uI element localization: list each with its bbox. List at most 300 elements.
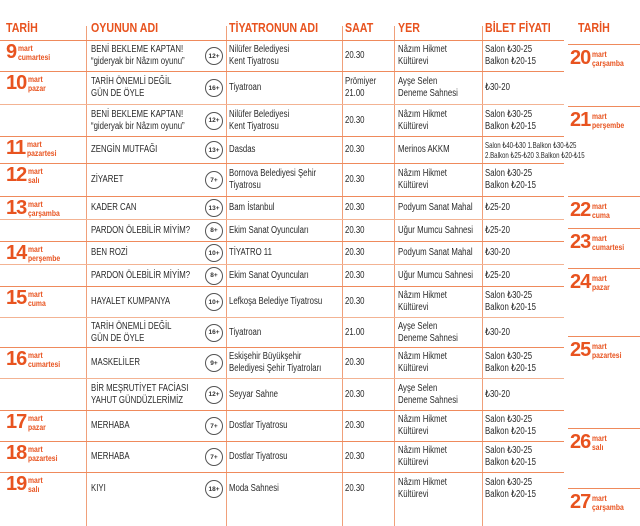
- venue-cell: [398, 442, 461, 472]
- age-rating-badge: 18+: [205, 480, 223, 498]
- cell-line: Deneme Sahnesi: [398, 332, 458, 344]
- day-number: 10: [6, 72, 27, 94]
- day-number: 27: [570, 491, 591, 513]
- month-weekday: [592, 435, 607, 452]
- venue-cell: [398, 72, 475, 104]
- cell-line: Dostlar Tiyatrosu: [229, 420, 288, 431]
- month-text: mart: [592, 112, 607, 121]
- cell-line: Salon ₺40-₺30 1.Balkon ₺30-₺25: [485, 139, 577, 150]
- date-group: [0, 40, 564, 71]
- cell-line: Merinos AKKM: [398, 144, 450, 155]
- weekday-text: pazar: [28, 422, 47, 432]
- cell-line: KIYI: [91, 483, 106, 494]
- venue-cell: [398, 242, 494, 264]
- theater-name-cell: [229, 473, 293, 505]
- venue-cell: [398, 137, 464, 163]
- cell-line: Nâzım Hikmet: [398, 44, 447, 55]
- month-text: mart: [592, 50, 607, 59]
- cell-line: “gideryak bir Nâzım oyunu”: [91, 56, 185, 67]
- month-text: mart: [592, 494, 607, 503]
- cell-line: Bam İstanbul: [229, 202, 275, 213]
- time-cell: [345, 137, 370, 163]
- cell-line: Balkon ₺20-15: [485, 457, 536, 468]
- cell-line: Salon ₺30-25: [485, 445, 533, 456]
- cell-line: Deneme Sahnesi: [398, 88, 458, 99]
- time-cell: [345, 379, 370, 410]
- cell-line: Nâzım Hikmet: [398, 351, 447, 362]
- date-label-27: [570, 492, 630, 512]
- age-rating-badge: 10+: [205, 293, 223, 311]
- time-cell: [345, 411, 370, 441]
- day-number: 13: [6, 197, 27, 219]
- cell-line: Prömiyer: [345, 76, 377, 87]
- cell-line: 20.30: [345, 144, 365, 155]
- cell-line: Nâzım Hikmet: [398, 445, 447, 456]
- age-rating-badge: 12+: [205, 112, 223, 130]
- cell-line: ₺30-20: [485, 82, 510, 93]
- cell-line: Podyum Sanat Mahal: [398, 202, 473, 213]
- day-number: 21: [570, 109, 591, 131]
- cell-line: Balkon ₺20-15: [485, 489, 536, 500]
- date-group: [0, 472, 564, 505]
- table-row: [0, 197, 564, 219]
- cell-line: Kültürevi: [398, 56, 429, 67]
- date-label-26: [570, 432, 610, 452]
- right-divider: [568, 488, 640, 489]
- ticket-price-cell: [485, 164, 550, 196]
- month-weekday: [592, 113, 624, 130]
- theater-name-cell: [229, 287, 349, 317]
- cell-line: 2.Balkon ₺25-₺20 3.Balkon ₺20-₺15: [485, 150, 585, 160]
- theater-name-cell: [229, 197, 287, 219]
- weekday-text: perşembe: [592, 120, 625, 130]
- play-name-cell: [91, 473, 110, 505]
- date-group: [0, 163, 564, 196]
- play-name-cell: [91, 220, 218, 241]
- ticket-price-cell: [485, 265, 517, 286]
- cell-line: 20.30: [345, 269, 365, 281]
- date-label-22: [570, 200, 613, 220]
- cell-line: 20.30: [345, 174, 365, 185]
- month-weekday: [592, 235, 624, 252]
- table-row: [0, 264, 564, 286]
- cell-line: ZENGİN MUTFAĞI: [91, 144, 158, 155]
- venue-cell: [398, 220, 494, 241]
- date-label-24: [570, 272, 613, 292]
- month-text: mart: [28, 414, 43, 423]
- age-rating-badge: 16+: [205, 79, 223, 97]
- weekday-text: cumartesi: [592, 242, 625, 252]
- day-number: 26: [570, 431, 591, 453]
- cell-line: Nâzım Hikmet: [398, 108, 447, 120]
- month-text: mart: [592, 342, 607, 351]
- venue-cell: [398, 41, 461, 71]
- weekday-text: çarşamba: [592, 502, 625, 512]
- play-name-cell: [91, 348, 154, 378]
- cell-line: Tiyatrosu: [229, 180, 261, 191]
- day-number: 18: [6, 442, 27, 464]
- cell-line: Deneme Sahnesi: [398, 394, 458, 406]
- time-cell: [345, 242, 370, 264]
- cell-line: Kültürevi: [398, 489, 429, 500]
- cell-line: Balkon ₺20-15: [485, 426, 536, 437]
- cell-line: Balkon ₺20-15: [485, 302, 536, 313]
- upcoming-dates-column: [568, 40, 640, 526]
- theater-name-cell: [229, 137, 263, 163]
- date-label-20: [570, 48, 630, 68]
- table-row: [0, 348, 564, 378]
- weekday-text: cumartesi: [28, 359, 61, 369]
- cell-line: TİYATRO 11: [229, 247, 272, 258]
- weekday-text: salı: [592, 442, 604, 452]
- cell-line: GÜN DE ÖYLE: [91, 332, 145, 344]
- month-text: mart: [28, 351, 43, 360]
- day-number: 19: [6, 473, 27, 495]
- theater-name-cell: [229, 318, 270, 347]
- age-rating-badge: 7+: [205, 417, 223, 435]
- weekday-text: salı: [28, 175, 40, 185]
- cell-line: Lefkoşa Belediye Tiyatrosu: [229, 296, 323, 307]
- date-group: [0, 410, 564, 441]
- day-number: 16: [6, 348, 27, 370]
- cell-line: BENİ BEKLEME KAPTAN!: [91, 44, 184, 55]
- table-row: [0, 72, 564, 104]
- ticket-price-cell: [485, 41, 550, 71]
- month-text: mart: [28, 445, 43, 454]
- cell-line: Nilüfer Belediyesi: [229, 44, 290, 55]
- cell-line: Eskişehir Büyükşehir: [229, 351, 302, 362]
- cell-line: Nâzım Hikmet: [398, 168, 447, 179]
- age-rating-badge: 10+: [205, 244, 223, 262]
- age-rating-badge: 9+: [205, 354, 223, 372]
- cell-line: Kent Tiyatrosu: [229, 56, 279, 67]
- cell-line: 20.30: [345, 114, 365, 126]
- age-rating-badge: 12+: [205, 386, 223, 404]
- age-rating-badge: 13+: [205, 199, 223, 217]
- age-rating-badge: 12+: [205, 47, 223, 65]
- right-divider: [568, 428, 640, 429]
- cell-line: ₺30-20: [485, 247, 510, 258]
- date-group: [0, 136, 585, 163]
- cell-line: Salon ₺30-25: [485, 290, 533, 301]
- age-rating-badge: 7+: [205, 448, 223, 466]
- date-group: [0, 347, 564, 410]
- time-cell: [345, 318, 370, 347]
- cell-line: ₺25-20: [485, 224, 510, 236]
- cell-line: Nâzım Hikmet: [398, 290, 447, 301]
- date-label-21: [570, 110, 630, 130]
- right-divider: [568, 228, 640, 229]
- day-number: 14: [6, 242, 27, 264]
- cell-line: Uğur Mumcu Sahnesi: [398, 224, 474, 236]
- header-price: BİLET FİYATI: [485, 20, 551, 35]
- time-cell: [345, 348, 370, 378]
- table-row: [0, 164, 564, 196]
- table-row: [0, 219, 564, 241]
- venue-cell: [398, 473, 461, 505]
- weekday-text: pazar: [592, 282, 611, 292]
- cell-line: 20.30: [345, 247, 365, 258]
- cell-line: 20.30: [345, 296, 365, 307]
- table-row: [0, 104, 564, 136]
- play-name-cell: [91, 318, 194, 347]
- play-name-cell: [91, 379, 216, 410]
- cell-line: Nâzım Hikmet: [398, 477, 447, 488]
- ticket-price-cell: [485, 242, 517, 264]
- time-cell: [345, 473, 370, 505]
- cell-line: “gideryak bir Nâzım oyunu”: [91, 120, 185, 132]
- date-group: [0, 441, 564, 472]
- header-right-date: TARİH: [578, 20, 610, 35]
- cell-line: Salon ₺30-25: [485, 477, 533, 488]
- date-label-23: [570, 232, 630, 252]
- cell-line: Nâzım Hikmet: [398, 414, 447, 425]
- table-row: [0, 473, 564, 505]
- venue-cell: [398, 105, 461, 136]
- cell-line: Ekim Sanat Oyuncuları: [229, 269, 309, 281]
- right-divider: [568, 106, 640, 107]
- month-text: mart: [28, 200, 43, 209]
- day-number: 25: [570, 339, 591, 361]
- month-weekday: [592, 275, 610, 292]
- venue-cell: [398, 379, 475, 410]
- right-divider: [568, 268, 640, 269]
- ticket-price-cell: [485, 473, 550, 505]
- play-name-cell: [91, 242, 138, 264]
- cell-line: Kültürevi: [398, 120, 429, 132]
- month-text: mart: [592, 274, 607, 283]
- weekday-text: salı: [28, 484, 40, 494]
- cell-line: Kültürevi: [398, 180, 429, 191]
- month-text: mart: [28, 245, 43, 254]
- venue-cell: [398, 318, 475, 347]
- ticket-price-cell: [485, 287, 550, 317]
- date-group: [0, 71, 564, 136]
- cell-line: Kent Tiyatrosu: [229, 120, 279, 132]
- table-row: [0, 242, 564, 264]
- cell-line: GÜN DE ÖYLE: [91, 88, 145, 99]
- cell-line: MERHABA: [91, 451, 130, 462]
- date-group: [0, 196, 564, 241]
- time-cell: [345, 287, 370, 317]
- cell-line: ZİYARET: [91, 174, 124, 185]
- weekday-text: cuma: [28, 298, 47, 308]
- month-text: mart: [592, 234, 607, 243]
- play-name-cell: [91, 442, 140, 472]
- month-text: mart: [28, 290, 43, 299]
- play-name-cell: [91, 164, 132, 196]
- theater-name-cell: [229, 164, 341, 196]
- cell-line: ₺25-20: [485, 202, 510, 213]
- cell-line: Salon ₺30-25: [485, 168, 533, 179]
- cell-line: 20.30: [345, 483, 365, 494]
- cell-line: ₺30-20: [485, 326, 510, 338]
- time-cell: [345, 265, 370, 286]
- ticket-price-cell: [485, 379, 517, 410]
- cell-line: PARDON ÖLEBİLİR MİYİM?: [91, 269, 191, 281]
- cell-line: 20.30: [345, 388, 365, 400]
- cell-line: 21.00: [345, 88, 365, 99]
- cell-line: TARİH ÖNEMLİ DEĞİL: [91, 320, 172, 332]
- weekday-text: pazartesi: [592, 350, 622, 360]
- cell-line: BİR MEŞRUTİYET FACİASI: [91, 382, 189, 394]
- table-row: [0, 137, 585, 163]
- cell-line: Nilüfer Belediyesi: [229, 108, 290, 120]
- cell-line: Balkon ₺20-15: [485, 180, 536, 191]
- cell-line: Kültürevi: [398, 457, 429, 468]
- header-theater: TİYATRONUN ADI: [229, 20, 319, 35]
- ticket-price-cell: [485, 72, 517, 104]
- right-divider: [568, 336, 640, 337]
- cell-line: Kültürevi: [398, 302, 429, 313]
- weekday-text: cumartesi: [18, 52, 51, 62]
- date-label-25: [570, 340, 627, 360]
- day-number: 17: [6, 411, 27, 433]
- theater-name-cell: [229, 411, 304, 441]
- age-rating-badge: 16+: [205, 324, 223, 342]
- cell-line: Balkon ₺20-15: [485, 120, 536, 132]
- header-date: TARİH: [6, 20, 38, 35]
- month-weekday: [592, 343, 621, 360]
- cell-line: Tiyatroan: [229, 82, 262, 93]
- cell-line: 20.30: [345, 451, 365, 462]
- cell-line: TARİH ÖNEMLİ DEĞİL: [91, 76, 172, 87]
- day-number: 20: [570, 47, 591, 69]
- table-row: [0, 442, 564, 472]
- cell-line: Podyum Sanat Mahal: [398, 247, 473, 258]
- cell-line: Salon ₺30-25: [485, 108, 533, 120]
- time-cell: [345, 197, 370, 219]
- cell-line: Kültürevi: [398, 426, 429, 437]
- ticket-price-cell: [485, 197, 517, 219]
- play-name-cell: [91, 197, 149, 219]
- venue-cell: [398, 197, 494, 219]
- month-weekday: [592, 495, 624, 512]
- ticket-price-cell: [485, 442, 550, 472]
- cell-line: 20.30: [345, 357, 365, 368]
- play-name-cell: [91, 287, 192, 317]
- theater-name-cell: [229, 442, 304, 472]
- month-weekday: [592, 51, 624, 68]
- cell-line: Ekim Sanat Oyuncuları: [229, 224, 309, 236]
- cell-line: Balkon ₺20-15: [485, 363, 536, 374]
- cell-line: Seyyar Sahne: [229, 388, 279, 400]
- cell-line: Dasdas: [229, 144, 256, 155]
- ticket-price-cell: [485, 318, 517, 347]
- theater-name-cell: [229, 379, 292, 410]
- ticket-price-cell: [485, 105, 550, 136]
- age-rating-badge: 8+: [205, 267, 223, 285]
- weekday-text: pazartesi: [28, 453, 58, 463]
- right-divider: [568, 44, 640, 45]
- ticket-price-cell: [485, 220, 517, 241]
- cell-line: Salon ₺30-25: [485, 414, 533, 425]
- month-text: mart: [592, 434, 607, 443]
- time-cell: [345, 220, 370, 241]
- theater-name-cell: [229, 105, 306, 136]
- table-row: [0, 41, 564, 71]
- theater-name-cell: [229, 348, 347, 378]
- age-rating-badge: 8+: [205, 222, 223, 240]
- cell-line: 20.30: [345, 202, 365, 213]
- time-cell: [345, 41, 370, 71]
- month-text: mart: [27, 140, 42, 149]
- age-rating-badge: 13+: [205, 141, 223, 159]
- cell-line: MERHABA: [91, 420, 130, 431]
- cell-line: Tiyatroan: [229, 326, 262, 338]
- header-place: YER: [398, 20, 420, 35]
- cell-line: Salon ₺30-25: [485, 44, 533, 55]
- month-text: mart: [28, 476, 43, 485]
- cell-line: Uğur Mumcu Sahnesi: [398, 269, 474, 281]
- cell-line: 20.30: [345, 420, 365, 431]
- play-name-cell: [91, 137, 176, 163]
- cell-line: Balkon ₺20-15: [485, 56, 536, 67]
- cell-line: KADER CAN: [91, 202, 137, 213]
- day-number: 9: [6, 41, 17, 63]
- play-name-cell: [91, 72, 194, 104]
- month-text: mart: [592, 202, 607, 211]
- day-number: 12: [6, 164, 27, 186]
- weekday-text: pazar: [28, 83, 47, 93]
- age-rating-badge: 7+: [205, 171, 223, 189]
- weekday-text: çarşamba: [592, 58, 625, 68]
- header-play: OYUNUN ADI: [91, 20, 159, 35]
- time-cell: [345, 164, 370, 196]
- venue-cell: [398, 411, 461, 441]
- month-text: mart: [28, 167, 43, 176]
- day-number: 22: [570, 199, 591, 221]
- day-number: 11: [6, 137, 26, 159]
- month-text: mart: [28, 75, 43, 84]
- cell-line: Dostlar Tiyatrosu: [229, 451, 288, 462]
- cell-line: ₺30-20: [485, 388, 510, 400]
- cell-line: Ayşe Selen: [398, 76, 438, 87]
- theater-name-cell: [229, 72, 270, 104]
- theater-name-cell: [229, 265, 331, 286]
- table-row: [0, 317, 564, 347]
- right-divider: [568, 196, 640, 197]
- weekday-text: cuma: [592, 210, 611, 220]
- ticket-price-cell: [485, 411, 550, 441]
- play-name-cell: [91, 105, 211, 136]
- theater-name-cell: [229, 242, 284, 264]
- cell-line: Ayşe Selen: [398, 320, 438, 332]
- venue-cell: [398, 164, 461, 196]
- date-group: [0, 241, 564, 286]
- cell-line: 20.30: [345, 224, 365, 236]
- venue-cell: [398, 265, 494, 286]
- venue-cell: [398, 287, 461, 317]
- header-time: SAAT: [345, 20, 374, 35]
- play-name-cell: [91, 41, 211, 71]
- cell-line: Salon ₺30-25: [485, 351, 533, 362]
- table-row: [0, 411, 564, 441]
- table-row: [0, 378, 564, 410]
- cell-line: Ayşe Selen: [398, 382, 438, 394]
- cell-line: PARDON ÖLEBİLİR MİYİM?: [91, 224, 191, 236]
- theater-name-cell: [229, 41, 306, 71]
- cell-line: 21.00: [345, 326, 365, 338]
- weekday-text: pazartesi: [27, 148, 57, 158]
- cell-line: ₺25-20: [485, 269, 510, 281]
- day-number: 23: [570, 231, 591, 253]
- cell-line: MASKELİLER: [91, 357, 140, 368]
- play-name-cell: [91, 265, 218, 286]
- play-name-cell: [91, 411, 140, 441]
- ticket-price-cell: [485, 348, 550, 378]
- theater-name-cell: [229, 220, 331, 241]
